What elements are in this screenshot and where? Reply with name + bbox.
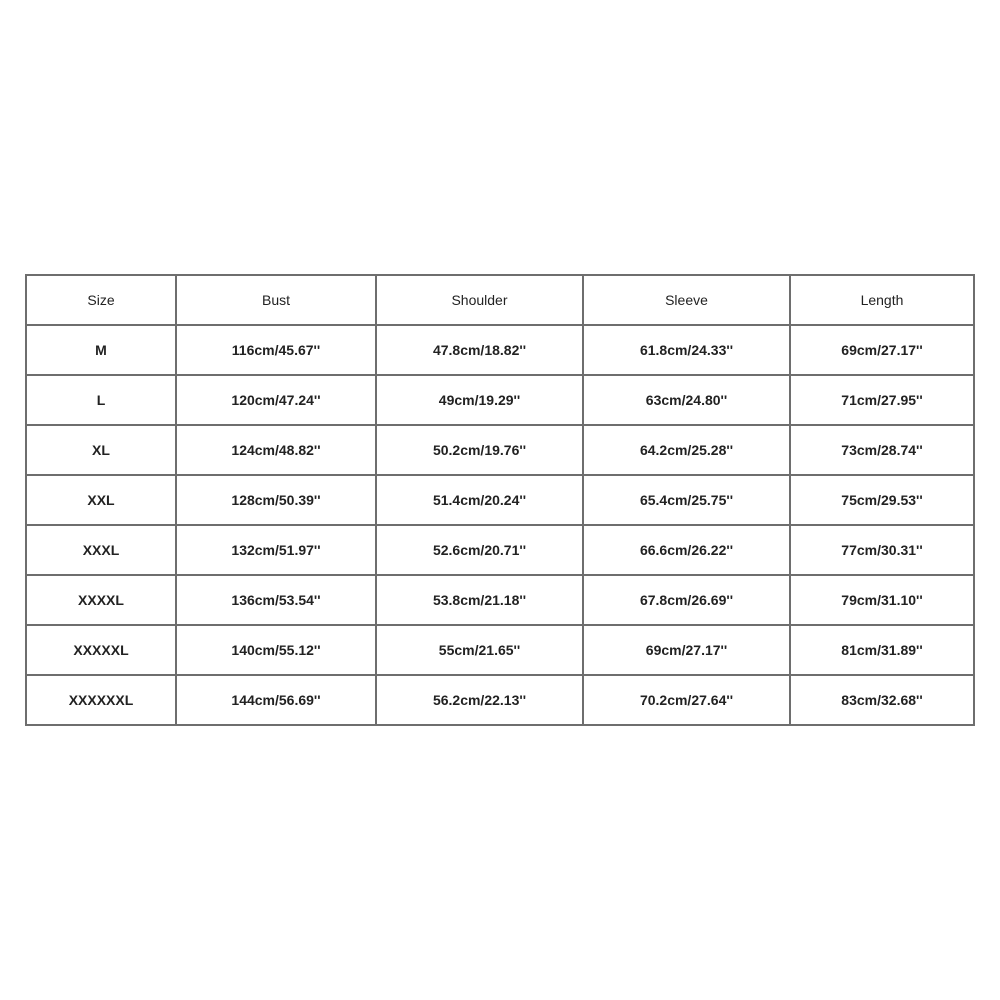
length-cell: 81cm/31.89''	[791, 626, 973, 674]
shoulder-cell: 52.6cm/20.71''	[377, 526, 582, 574]
size-cell: XXXXXXL	[27, 676, 175, 724]
shoulder-cell: 50.2cm/19.76''	[377, 426, 582, 474]
header-sleeve: Sleeve	[584, 276, 789, 324]
header-row	[27, 276, 973, 324]
sleeve-cell: 65.4cm/25.75''	[584, 476, 789, 524]
header-bust: Bust	[177, 276, 375, 324]
table-row	[27, 326, 973, 374]
size-cell: XXXXXL	[27, 626, 175, 674]
size-cell: XXXXL	[27, 576, 175, 624]
size-cell: XL	[27, 426, 175, 474]
header-shoulder: Shoulder	[377, 276, 582, 324]
size-cell: M	[27, 326, 175, 374]
size-cell: XXXL	[27, 526, 175, 574]
size-chart-table	[25, 274, 975, 726]
size-cell: L	[27, 376, 175, 424]
length-cell: 73cm/28.74''	[791, 426, 973, 474]
bust-cell: 144cm/56.69''	[177, 676, 375, 724]
bust-cell: 116cm/45.67''	[177, 326, 375, 374]
sleeve-cell: 61.8cm/24.33''	[584, 326, 789, 374]
table-row	[27, 476, 973, 524]
shoulder-cell: 53.8cm/21.18''	[377, 576, 582, 624]
length-cell: 79cm/31.10''	[791, 576, 973, 624]
bust-cell: 124cm/48.82''	[177, 426, 375, 474]
shoulder-cell: 55cm/21.65''	[377, 626, 582, 674]
shoulder-cell: 51.4cm/20.24''	[377, 476, 582, 524]
sleeve-cell: 69cm/27.17''	[584, 626, 789, 674]
table-row	[27, 626, 973, 674]
table-row	[27, 376, 973, 424]
sleeve-cell: 66.6cm/26.22''	[584, 526, 789, 574]
size-chart-header	[27, 276, 973, 324]
length-cell: 69cm/27.17''	[791, 326, 973, 374]
shoulder-cell: 56.2cm/22.13''	[377, 676, 582, 724]
sleeve-cell: 67.8cm/26.69''	[584, 576, 789, 624]
bust-cell: 120cm/47.24''	[177, 376, 375, 424]
size-cell: XXL	[27, 476, 175, 524]
length-cell: 75cm/29.53''	[791, 476, 973, 524]
length-cell: 77cm/30.31''	[791, 526, 973, 574]
header-size: Size	[27, 276, 175, 324]
bust-cell: 140cm/55.12''	[177, 626, 375, 674]
table-row	[27, 676, 973, 724]
table-row	[27, 576, 973, 624]
bust-cell: 128cm/50.39''	[177, 476, 375, 524]
length-cell: 71cm/27.95''	[791, 376, 973, 424]
table-row	[27, 426, 973, 474]
sleeve-cell: 64.2cm/25.28''	[584, 426, 789, 474]
shoulder-cell: 47.8cm/18.82''	[377, 326, 582, 374]
size-chart-body	[27, 326, 973, 724]
bust-cell: 136cm/53.54''	[177, 576, 375, 624]
sleeve-cell: 70.2cm/27.64''	[584, 676, 789, 724]
bust-cell: 132cm/51.97''	[177, 526, 375, 574]
shoulder-cell: 49cm/19.29''	[377, 376, 582, 424]
table-row	[27, 526, 973, 574]
length-cell: 83cm/32.68''	[791, 676, 973, 724]
sleeve-cell: 63cm/24.80''	[584, 376, 789, 424]
header-length: Length	[791, 276, 973, 324]
